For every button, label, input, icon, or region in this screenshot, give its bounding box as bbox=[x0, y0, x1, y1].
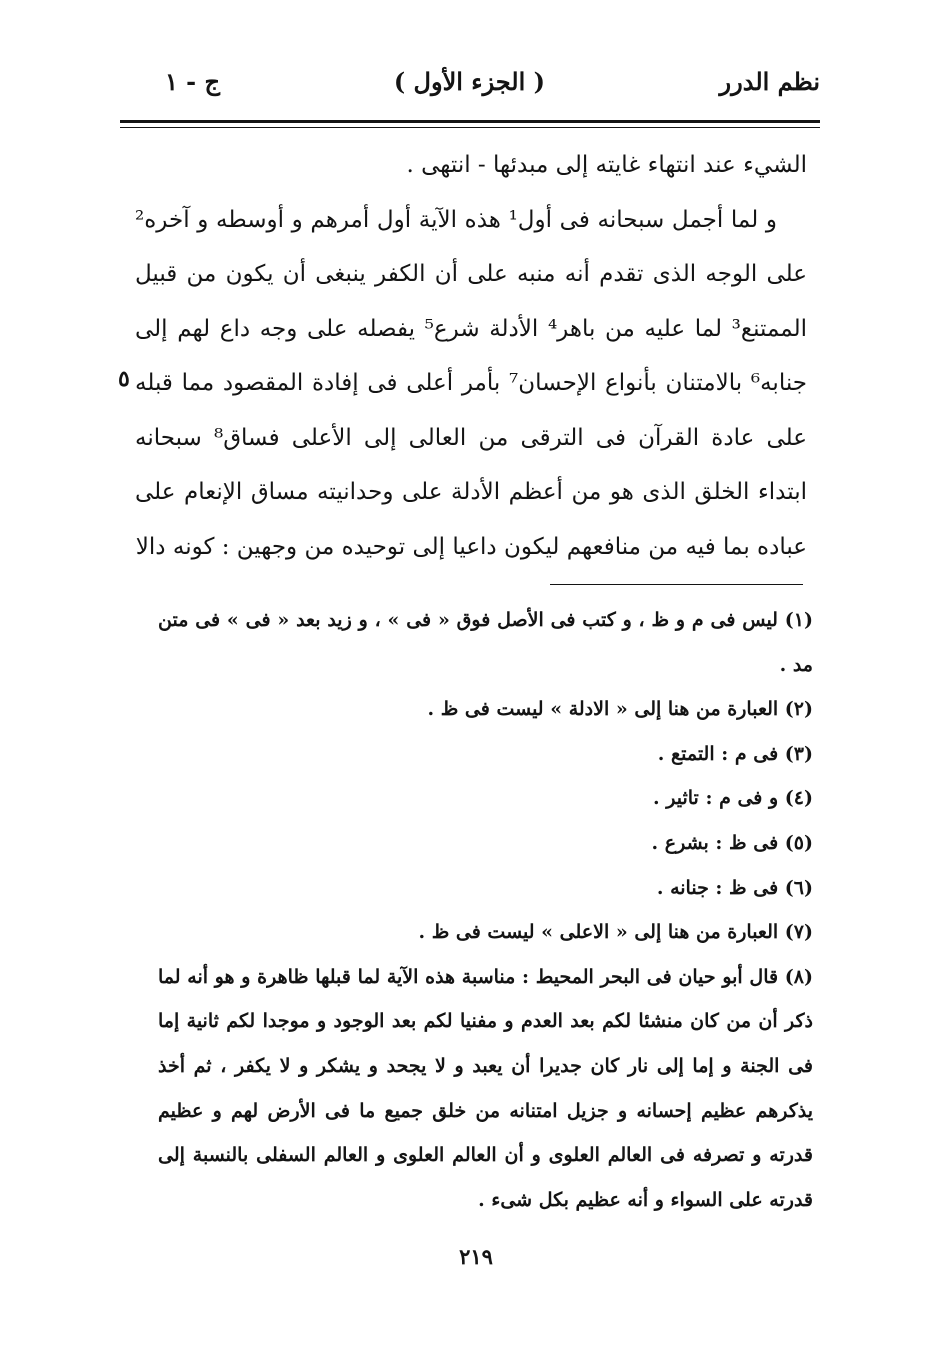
header-rule-thin bbox=[120, 127, 820, 128]
footnote-8: (٨) قال أبو حيان فى البحر المحيط : مناسبة هذه الآية لما قبلها ظاهرة و هو أنه لما ذكر أن من كان منشئا لكم بعد العدم و مفنيا لكم بعد الوجود و موجدا لكم ثانية إما فى الجنة و إما إلى نار كان جديرا أن يعبد و لا يجحد و يشكر و لا يكفر ، ثم أخذ يذكرهم عظيم إحسانه و جزيل امتنانه من خلق جميع ما فى الأرض لهم و عظيم قدرته و تصرفه فى العالم العلوى و أن العالم العلوى و العالم السفلى بالنسبة إلى قدرته على السواء و أنه عظيم بكل شىء . bbox=[158, 965, 813, 1211]
header-rule-thick bbox=[120, 120, 820, 123]
footnotes bbox=[158, 598, 813, 1222]
footnote-7: (٧) العبارة من هنا إلى « الاعلى » ليست فى ظ . bbox=[418, 921, 813, 944]
footnote-5: (٥) فى ظ : بشرع . bbox=[651, 831, 813, 854]
footnote-separator bbox=[550, 584, 803, 585]
footnote-3: (٣) فى م : التمتع . bbox=[657, 742, 813, 765]
footnote-1: (١) ليس فى م و ظ ، و كتب فى الأصل فوق « فى » ، و زيد بعد « فى » فى متن مد . bbox=[158, 609, 813, 676]
main-paragraph-1: الشيء عند انتهاء غايته إلى مبدئها - انتهى . bbox=[406, 152, 807, 178]
volume-label: ج - ١ bbox=[164, 67, 220, 96]
footnote-6: (٦) فى ظ : جنانه . bbox=[656, 876, 813, 899]
page-number: ٢١٩ bbox=[459, 1244, 493, 1269]
footnote-4: (٤) و فى م : تاثير . bbox=[653, 787, 813, 810]
running-header bbox=[140, 62, 820, 102]
book-title: نظم الدرر bbox=[719, 67, 820, 96]
line-number: ٥ bbox=[118, 366, 130, 392]
footnote-2: (٢) العبارة من هنا إلى « الادلة » ليست فى ظ . bbox=[427, 698, 813, 721]
main-paragraph-2: و لما أجمل سبحانه فى أول¹ هذه الآية أول أمرهم و أوسطه و آخره² على الوجه الذى تقدم أنه منبه على أن الكفر ينبغى أن يكون من قبيل الممتنع³ لما عليه من باهر⁴ الأدلة شرع⁵ يفصله على وجه داع لهم إلى جنابه⁶ بالامتنان بأنواع الإحسان⁷ بأمر أعلى فى إفادة المقصود مما قبله على عادة القرآن فى الترقى من العالى إلى الأعلى فساق⁸ سبحانه ابتداء الخلق الذى هو من أعظم الأدلة على وحدانيته مساق الإنعام على عباده بما فيه من منافعهم ليكون داعيا إلى توحيده من وجهين : كونه دالا bbox=[135, 206, 807, 560]
part-label: ( الجزء الأول ) bbox=[393, 67, 545, 96]
main-text bbox=[135, 138, 807, 574]
